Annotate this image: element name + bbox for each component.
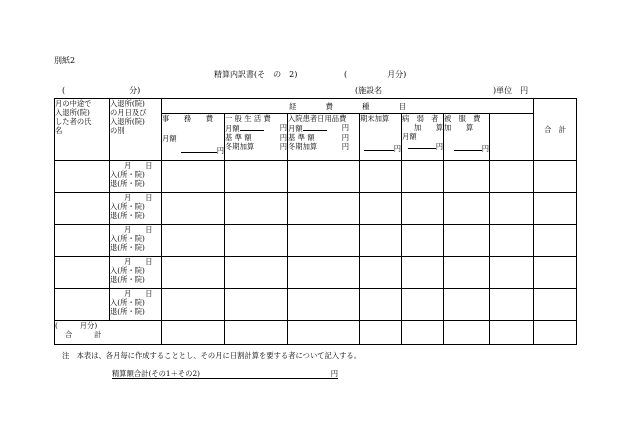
table-row bbox=[55, 289, 577, 321]
date-cell: 月 日 入(所・院) 退(所・院) bbox=[110, 161, 162, 193]
month-field: ( 月分) bbox=[344, 70, 407, 79]
expense-type-header: 経 費 種 目 bbox=[162, 99, 534, 114]
facility-name-field: (施設名 bbox=[355, 86, 383, 95]
name-cell bbox=[55, 257, 110, 289]
table-row bbox=[55, 257, 577, 289]
appendix-label: 別紙2 bbox=[54, 56, 76, 65]
yearend-addition-header: 期末加算 円 bbox=[360, 114, 402, 161]
daily-goods-header: 入院患者日用品費 月額 円 基 準 額 円 冬期加算 円 bbox=[288, 114, 360, 161]
invalid-addition-header: 病 弱 者 加 算 月額 円 bbox=[402, 114, 444, 161]
date-cell: 月 日 入(所・院) 退(所・院) bbox=[110, 257, 162, 289]
footnote: 注 本表は、各月毎に作成することとし、その月に日割計算を要する者について記入する。 bbox=[62, 351, 362, 360]
period-field: ( 分) bbox=[62, 86, 141, 95]
date-cell: 月 日 入(所・院) 退(所・院) bbox=[110, 289, 162, 321]
blank-expense-header bbox=[490, 114, 534, 161]
settlement-table bbox=[54, 98, 577, 345]
clothing-addition-header: 被 服 費 加 算 円 bbox=[444, 114, 490, 161]
name-cell bbox=[55, 161, 110, 193]
date-cell: 月 日 入(所・院) 退(所・院) bbox=[110, 193, 162, 225]
table-row bbox=[55, 161, 577, 193]
name-cell bbox=[55, 225, 110, 257]
grand-total-label: 精算額合計(その1＋その2) bbox=[112, 369, 200, 378]
date-cell: 月 日 入(所・院) 退(所・院) bbox=[110, 225, 162, 257]
total-row bbox=[55, 321, 577, 345]
entry-date-header: 入退所(院) の月日及び 入退所(院) の別 bbox=[110, 99, 162, 161]
name-cell bbox=[55, 193, 110, 225]
table-row bbox=[55, 225, 577, 257]
total-label-cell: ( 月分) 合 計 bbox=[55, 321, 162, 345]
form-title: 精算内訳書(そ の 2) bbox=[214, 70, 298, 79]
living-expense-header: 一 般 生 活 費 月額 円 基 準 額 円 冬期加算 円 bbox=[225, 114, 288, 161]
grand-total-yen: 円 bbox=[330, 369, 338, 378]
total-header: 合 計 bbox=[534, 99, 577, 161]
unit-label: )単位 円 bbox=[493, 86, 529, 95]
name-cell bbox=[55, 289, 110, 321]
office-expense-header: 事 務 費 月額 円 bbox=[162, 114, 225, 161]
grand-total-line bbox=[112, 370, 338, 379]
person-name-header: 月の中途で 入退所(院) した者の氏 名 bbox=[55, 99, 110, 161]
table-row bbox=[55, 193, 577, 225]
